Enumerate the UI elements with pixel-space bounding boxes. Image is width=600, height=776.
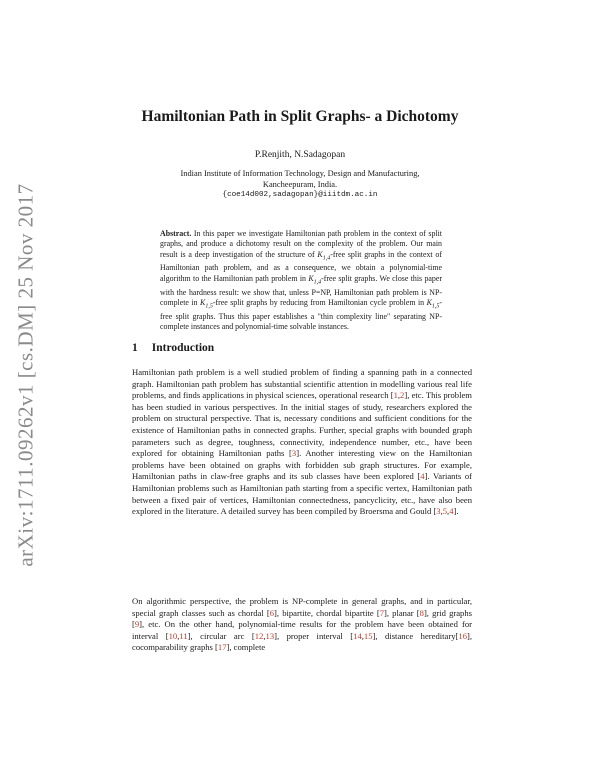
affiliation-block [0,168,600,201]
citation-link[interactable]: 6 [269,607,275,618]
citation-link[interactable]: 15 [363,630,373,641]
arxiv-identifier-text: arXiv:1711.09262v1 [cs.DM] 25 Nov 2017 [13,183,38,567]
math-k14: $K_{1,4}$ [308,273,322,286]
abstract-text: In this paper we investigate Hamiltonian path problem in the context of split graphs, and produce a dichotomy result on the complexity of the problem. Our main result is a deep investigation of the structure of [160,229,442,259]
citation-link[interactable]: 1 [393,390,398,401]
citation-link[interactable]: 11 [179,630,188,641]
section-heading-introduction [132,342,214,354]
abstract-text: -free split graphs. We close this paper with the hardness result: we show that, unless P=NP, Hamiltonian path problem is NP-complete in [160,273,442,307]
affiliation-line-2: Kancheepuram, India. [262,180,338,189]
citation-link[interactable]: 4 [420,471,425,482]
citation-link[interactable]: 5 [442,506,448,517]
citation-link[interactable]: 13 [265,630,275,641]
paragraph-1: Hamiltonian path problem is a well studied problem of finding a spanning path in a connected graph. Hamiltonian path problem has substantial scientific attention in modelling various real life problems, and finds applications in physical sciences, operational research [1,2], etc. This problem has been studied in various perspectives. In the initial stages of study, researchers explored the problem on structural perspective. That is, necessary conditions and sufficient conditions for the existence of Hamiltonian paths in connected graphs. Further, special graphs with bounded graph parameters such as degree, toughness, connectivity, independence number, etc., have been explored for obtaining Hamiltonian paths [3]. Another interesting view on the Hamiltonian problems have been obtained on graphs with forbidden sub graph structures. For example, Hamiltonian paths in claw-free graphs and its sub classes have been explored [4]. Variants of Hamiltonian problems such as Hamiltonian path starting from a specific vertex, Hamiltonian path between a fixed pair of vertices, Hamiltonian connectedness, pancyclicity, etc., have also been explored in the literature. A detailed survey has been compiled by Broersma and Gould [3,5,4]. [132,367,472,517]
math-k14: $K_{1,4}$ [317,249,331,262]
citation-link[interactable]: 2 [400,390,405,401]
section-number: 1 [132,342,138,354]
abstract-text: -free split graphs by reducing from Hamiltonian cycle problem in [212,297,425,307]
paper-title: Hamiltonian Path in Split Graphs- a Dichotomy [141,108,459,125]
math-k15: $K_{1,5}$ [426,297,440,310]
citation-link[interactable]: 17 [217,642,227,653]
author-email: {coe14d002,sadagopan}@iiitdm.ac.in [222,191,378,199]
citation-link[interactable]: 16 [458,630,467,641]
section-title: Introduction [151,342,215,354]
citation-link[interactable]: 7 [379,607,384,618]
citation-link[interactable]: 3 [436,506,441,517]
citation-link[interactable]: 4 [449,506,454,517]
paragraph-2: On algorithmic perspective, the problem is NP-complete in general graphs, and in particular, special graph classes such as chordal [6], bipartite, chordal bipartite [7], planar [8], grid graphs [9], etc. On the other hand, polynomial-time results for the problem have been obtained for interval [10,11], circular arc [12,13], proper interval [14,15], distance hereditary[16], cocomparability graphs [17], complete [132,596,472,653]
math-k15: $K_{1,5}$ [200,297,213,310]
citation-link[interactable]: 3 [291,448,297,459]
citation-link[interactable]: 10 [168,630,178,641]
abstract [160,229,442,332]
citation-link[interactable]: 9 [134,619,140,630]
abstract-label: Abstract. [160,229,192,238]
abstract-text: -free split graphs. Thus this paper establishes a "thin complexity line" separating NP-complete instances and polynomial-time solvable instances. [160,297,442,332]
arxiv-identifier [8,180,44,570]
citation-link[interactable]: 8 [419,607,424,618]
citation-link[interactable]: 12 [254,630,264,641]
abstract-text: -free split graphs in the context of Hamiltonian path problem, and as a consequence, we obtain a polynomial-time algorithm to the Hamiltonian path problem in [160,249,442,283]
citation-link[interactable]: 14 [353,630,362,641]
paper-authors: P.Renjith, N.Sadagopan [254,150,346,160]
affiliation-line-1: Indian Institute of Information Technology, Design and Manufacturing, [180,169,420,178]
